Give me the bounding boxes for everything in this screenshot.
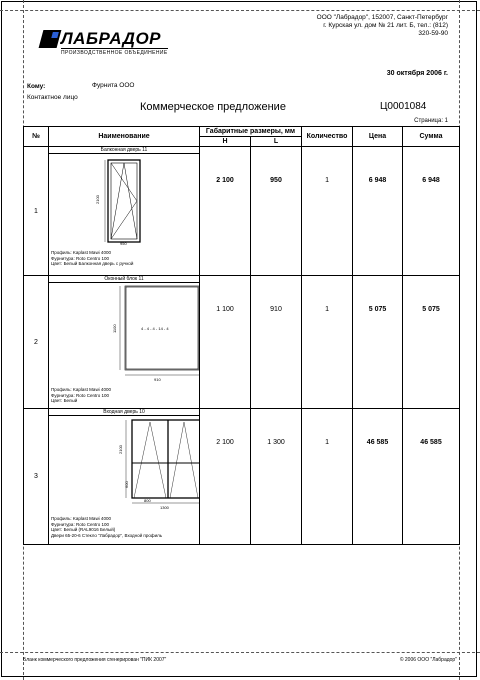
row-number: 1 (24, 147, 49, 276)
item-properties (49, 248, 199, 269)
dim-width: 910 (153, 377, 161, 382)
header-sum: Сумма (403, 127, 460, 147)
header-qty: Количество (302, 127, 353, 147)
cell-price: 6 948 (353, 147, 403, 276)
row-number: 3 (24, 409, 49, 545)
company-address (317, 14, 448, 38)
cell-l: 950 (251, 147, 302, 276)
glass-formula: 4 - 4 - 4 - 14 - 4 (140, 326, 169, 331)
item-cell (49, 147, 200, 276)
header-name: Наименование (49, 127, 200, 147)
cell-price: 5 075 (353, 276, 403, 409)
document-date: 30 октября 2006 г. (386, 70, 448, 77)
page-footer (23, 657, 457, 663)
company-logo (41, 28, 191, 58)
cell-h: 2 100 (200, 409, 251, 545)
drawing-title: Оконный блок 11 (49, 276, 199, 283)
item-properties (49, 385, 199, 406)
client-name: Фурнита ООО (92, 82, 135, 89)
cell-qty: 1 (302, 409, 353, 545)
dim-height: 1100 (111, 324, 117, 333)
header-h: H (200, 137, 251, 147)
dim-a: 600 (123, 481, 129, 488)
cell-sum: 46 585 (403, 409, 460, 545)
prop-line: Профиль: Kaplast Mawi 4000 (51, 250, 111, 255)
table-row (24, 409, 460, 545)
cell-h: 2 100 (200, 147, 251, 276)
header-price: Цена (353, 127, 403, 147)
entrance-door-drawing (50, 416, 199, 512)
client-label: Кому: (27, 83, 46, 90)
cell-l: 910 (251, 276, 302, 409)
logo-name: ЛАБРАДОР (61, 29, 162, 48)
cell-qty: 1 (302, 276, 353, 409)
header-l: L (251, 137, 302, 147)
company-line: г. Курская ул. дом № 21 лит. Б, тел.: (812) (323, 22, 448, 29)
item-cell (49, 276, 200, 409)
dim-height: 2100 (117, 445, 123, 454)
dim-width: 950 (119, 241, 127, 246)
prop-line: Фурнитура: Roto Centro 100 (51, 392, 109, 398)
cell-sum: 5 075 (403, 276, 460, 409)
cell-price: 46 585 (353, 409, 403, 545)
page-number: Страница: 1 (414, 118, 448, 124)
prop-line: Профиль: Kaplast Mawi 4000 (51, 387, 111, 392)
item-properties (49, 514, 199, 540)
prop-line: Профиль: Kaplast Mawi 4000 (51, 516, 111, 521)
footer-left: Бланк коммерческого предложения сгенерирован "ПИК 2007" (23, 657, 167, 663)
cell-l: 1 300 (251, 409, 302, 545)
footer-right: © 2006 ООО "Лабрадор" (399, 657, 457, 663)
prop-line: Фурнитура: Roto Centro 100 (51, 255, 109, 261)
dim-b: 800 (143, 498, 151, 503)
cell-h: 1 100 (200, 276, 251, 409)
drawing-title: Балконная дверь 11 (49, 147, 199, 154)
row-number: 2 (24, 276, 49, 409)
table-row (24, 276, 460, 409)
header-dims: Габаритные размеры, мм (200, 127, 302, 137)
prop-line: Двери 65-20-6 Стекло "Лабрадор", Входной профиль (51, 532, 163, 538)
logo-tagline: ПРОИЗВОДСТВЕННОЕ ОБЪЕДИНЕНИЕ (61, 50, 168, 56)
prop-line: Фурнитура: Roto Centro 100 (51, 521, 109, 527)
dim-width: 1300 (159, 505, 169, 510)
table-row (24, 147, 460, 276)
margin-guide-top (0, 10, 480, 11)
window-block-drawing (50, 283, 199, 383)
logo-mark-icon (39, 30, 62, 48)
document-title: Коммерческое предложение (140, 101, 286, 113)
balcony-door-drawing (50, 154, 199, 246)
cell-qty: 1 (302, 147, 353, 276)
drawing-title: Входная дверь 10 (49, 409, 199, 416)
items-table (23, 126, 460, 545)
prop-line: Цвет: Белый Балконная дверь с ручкой (51, 261, 134, 266)
contact-label: Контактное лицо (27, 94, 78, 101)
item-cell (49, 409, 200, 545)
document-number: Ц0001084 (380, 101, 427, 112)
company-line: ООО "Лабрадор", 152007, Санкт-Петербург (316, 14, 448, 21)
dim-height: 2100 (94, 195, 100, 204)
prop-line: Цвет: Белый (51, 398, 78, 403)
prop-line: Цвет: Белый (RAL9016 Белый) (51, 527, 116, 532)
cell-sum: 6 948 (403, 147, 460, 276)
margin-guide-bottom (0, 652, 480, 653)
header-num: № (24, 127, 49, 147)
company-line: 320-59-90 (418, 30, 448, 37)
